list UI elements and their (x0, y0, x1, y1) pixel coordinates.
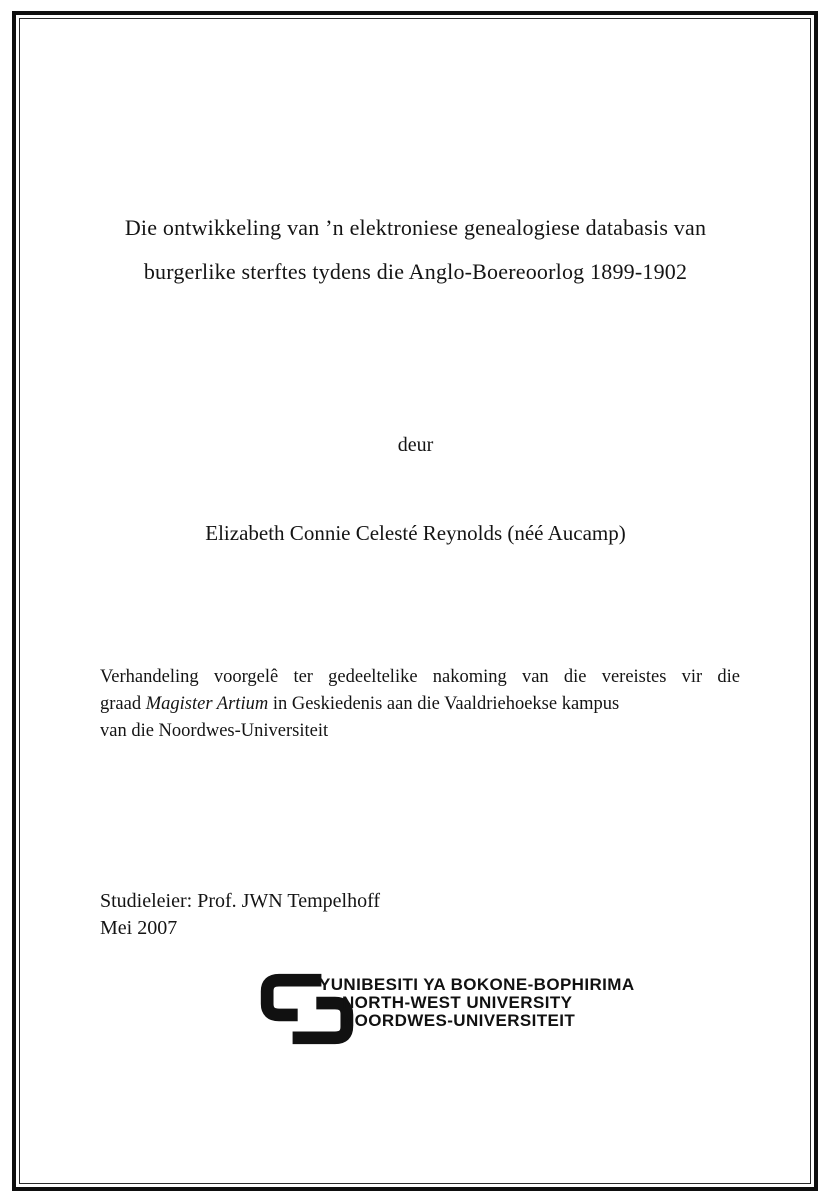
degree-name-italic: Magister Artium (145, 694, 269, 714)
thesis-title (0, 206, 831, 294)
university-logo-text (319, 976, 635, 1030)
author-name: Elizabeth Connie Celesté Reynolds (néé Aucamp) (205, 521, 626, 545)
university-logo (257, 970, 635, 1048)
degree-statement-line-2-post: in Geskiedenis aan die Vaaldriehoekse kampus (268, 694, 620, 714)
degree-statement-line-3: van die Noordwes-Universiteit (100, 721, 329, 741)
degree-statement-line-2-pre: graad (100, 694, 146, 714)
logo-text-afrikaans: NOORDWES-UNIVERSITEIT (342, 1011, 576, 1030)
date-line: Mei 2007 (100, 917, 178, 939)
supervisor-block (100, 888, 380, 942)
thesis-title-line-2: burgerlike sterftes tydens die Anglo-Boereoorlog 1899-1902 (143, 259, 688, 284)
logo-text-setswana: YUNIBESITI YA BOKONE-BOPHIRIMA (319, 975, 635, 994)
degree-statement (100, 664, 740, 745)
degree-statement-line-2 (100, 691, 740, 718)
supervisor-line: Studieleier: Prof. JWN Tempelhoff (100, 890, 381, 912)
logo-text-english: NORTH-WEST UNIVERSITY (342, 993, 573, 1012)
byline-label: deur (397, 434, 434, 456)
degree-statement-line-1: Verhandeling voorgelê ter gedeeltelike nakoming van die vereistes vir die (100, 667, 740, 687)
thesis-title-line-1: Die ontwikkeling van ’n elektroniese genealogiese databasis van (124, 215, 707, 240)
